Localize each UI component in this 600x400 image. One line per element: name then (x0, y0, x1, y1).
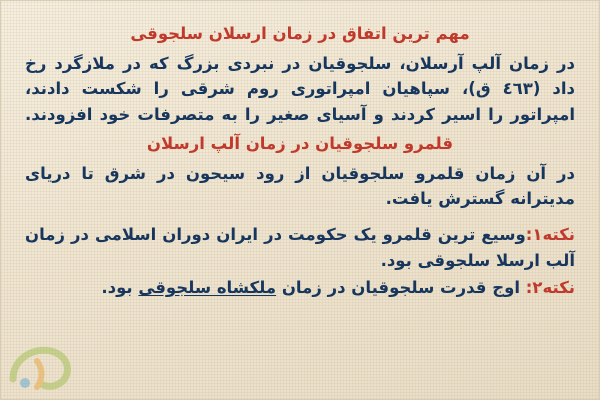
note-2-underlined-term: ملکشاه سلجوقی (138, 278, 277, 298)
note-1-text: وسیع ترین قلمرو یک حکومت در ایران دوران اسلامی در زمان آلب ارسلا سلجوقی بود. (25, 224, 575, 270)
note-1 (23, 222, 577, 273)
note-2-text-after: بود. (101, 278, 139, 298)
section-heading-2: قلمرو سلجوقیان در زمان آلپ ارسلان (146, 134, 454, 154)
note-1-label: نکته۱: (525, 224, 575, 244)
note-2 (23, 275, 577, 301)
section-heading-1: مهم ترین اتفاق در زمان ارسلان سلجوقی (130, 24, 470, 43)
section-paragraph-2: در آن زمان قلمرو سلجوقیان از رود سیحون در شرق تا دریای مدیترانه گسترش یافت. (25, 163, 575, 209)
gama-logo-watermark (7, 339, 77, 397)
section-paragraph-1: در زمان آلپ آرسلان، سلجوقیان در نبردی بزرگ که در ملازگرد رخ داد (٤٦٣ ق)، سپاهیان امپراتوری روم شرقی را شکست دادند، امپراتور را اسیر کردند و آسیای صغیر را به متصرفات خود افزودند. (25, 53, 575, 124)
note-2-label: نکته۲: (525, 278, 575, 298)
note-2-text-before: اوج قدرت سلجوقیان در زمان (276, 278, 526, 298)
document-content (23, 21, 577, 301)
